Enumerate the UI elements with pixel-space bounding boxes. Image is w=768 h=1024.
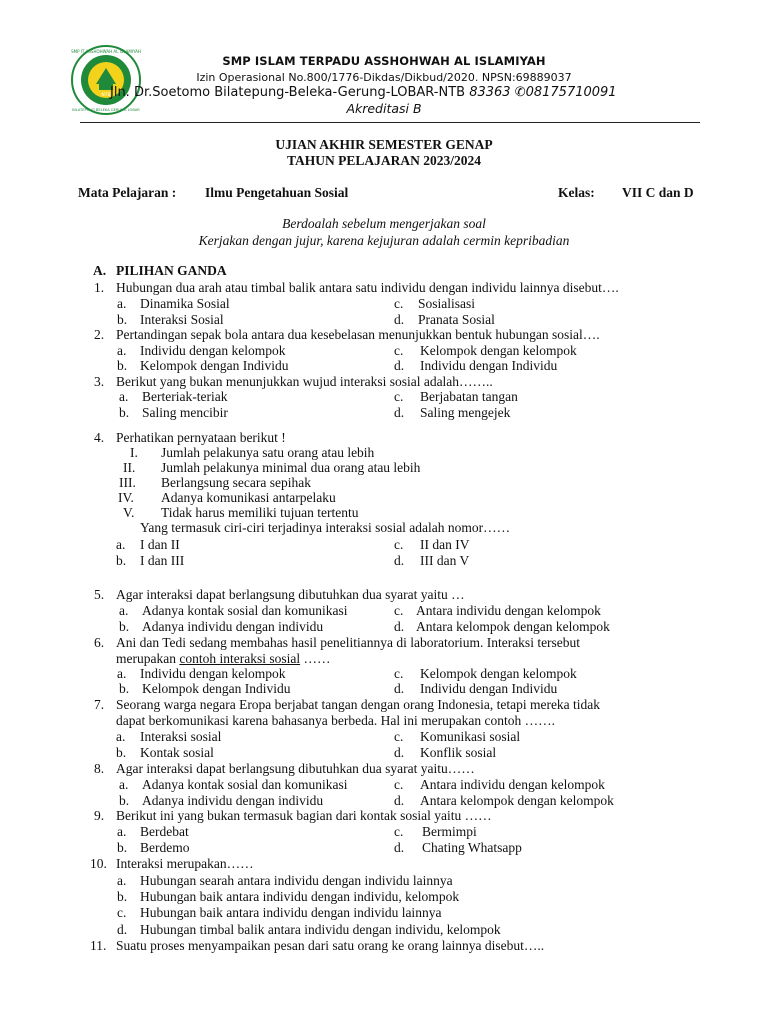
question-text: Suatu proses menyampaikan pesan dari satu orang ke orang lainnya disebut….. <box>116 938 545 953</box>
statement-item: Tidak harus memiliki tujuan tertentu <box>161 505 359 520</box>
question-text-continued: dapat berkomunikasi karena bahasanya berbeda. Hal ini merupakan contoh ……. <box>116 713 555 728</box>
underlined-term: contoh interaksi sosial <box>179 651 301 666</box>
question-text-continued <box>116 651 330 667</box>
option-letter: b. <box>119 619 130 634</box>
question-number: 11. <box>90 938 107 953</box>
statement-item: Jumlah pelakunya satu orang atau lebih <box>161 445 375 460</box>
option-d[interactable]: Saling mengejek <box>420 405 511 420</box>
option-b[interactable]: Saling mencibir <box>142 405 228 420</box>
option-letter: a. <box>117 343 127 358</box>
option-letter: b. <box>116 745 127 760</box>
option-letter: a. <box>119 777 129 792</box>
option-a[interactable]: Berteriak-teriak <box>142 389 228 404</box>
option-c[interactable]: Hubungan baik antara individu dengan individu lainnya <box>140 905 442 920</box>
question-text: Pertandingan sepak bola antara dua kesebelasan menunjukkan bentuk hubungan sosial…. <box>116 327 600 342</box>
option-letter: c. <box>394 777 404 792</box>
option-c[interactable]: Kelompok dengan kelompok <box>420 343 577 358</box>
question-text: Berikut ini yang bukan termasuk bagian dari kontak sosial yaitu …… <box>116 808 492 823</box>
option-d[interactable]: Individu dengan Individu <box>420 681 558 696</box>
option-letter: b. <box>117 358 128 373</box>
text-segment: …… <box>300 651 331 666</box>
license-info: Izin Operasional No.800/1776-Dikdas/Dikbud/2020. NPSN:69889037 <box>196 71 572 84</box>
instruction-pray: Berdoalah sebelum mengerjakan soal <box>282 216 486 231</box>
option-c[interactable]: Sosialisasi <box>418 296 476 311</box>
question-text: Seorang warga negara Eropa berjabat tangan dengan orang Indonesia, tetapi mereka tidak <box>116 697 601 712</box>
option-letter: d. <box>394 745 405 760</box>
option-letter: a. <box>119 389 129 404</box>
option-a[interactable]: Individu dengan kelompok <box>140 666 286 681</box>
logo-text-top: SMP IT ASSHOHWAH AL ISLAMIYAH <box>71 49 141 54</box>
question-number: 10. <box>90 856 107 871</box>
option-letter: c. <box>117 905 127 920</box>
option-letter: a. <box>117 296 127 311</box>
instruction-honesty: Kerjakan dengan jujur, karena kejujuran adalah cermin kepribadian <box>198 233 570 248</box>
option-d[interactable]: Pranata Sosial <box>418 312 495 327</box>
section-title: PILIHAN GANDA <box>116 263 227 278</box>
option-letter: d. <box>394 358 405 373</box>
question-text: Ani dan Tedi sedang membahas hasil penelitiannya di laboratorium. Interaksi tersebut <box>116 635 581 650</box>
subject-value: Ilmu Pengetahuan Sosial <box>205 185 349 200</box>
option-letter: c. <box>394 537 404 552</box>
option-letter: a. <box>117 873 127 888</box>
option-b[interactable]: I dan III <box>140 553 185 568</box>
option-a[interactable]: Dinamika Sosial <box>140 296 230 311</box>
question-text: Hubungan dua arah atau timbal balik antara satu individu dengan individu lainnya disebut…. <box>116 280 619 295</box>
option-b[interactable]: Kelompok dengan Individu <box>140 358 289 373</box>
address-text: Jln. Dr.Soetomo Bilatepung-Beleka-Gerung-LOBAR-NTB <box>110 85 466 100</box>
logo-text-bottom: BILATEPUNG BELEKA GERUNG LOBAR <box>72 108 140 112</box>
school-address <box>110 85 617 100</box>
option-c[interactable]: Berjabatan tangan <box>420 389 518 404</box>
option-c[interactable]: II dan IV <box>420 537 470 552</box>
option-letter: c. <box>394 666 404 681</box>
option-letter: c. <box>394 389 404 404</box>
question-text: Agar interaksi dapat berlangsung dibutuhkan dua syarat yaitu…… <box>116 761 475 776</box>
question-number: 5. <box>94 587 105 602</box>
option-b[interactable]: Hubungan baik antara individu dengan individu, kelompok <box>140 889 460 904</box>
option-b[interactable]: Berdemo <box>140 840 190 855</box>
question-prompt: Yang termasuk ciri-ciri terjadinya interaksi sosial adalah nomor…… <box>140 520 511 535</box>
option-letter: b. <box>117 889 128 904</box>
option-a[interactable]: Individu dengan kelompok <box>140 343 286 358</box>
option-letter: a. <box>116 729 126 744</box>
option-letter: b. <box>117 840 128 855</box>
option-c[interactable]: Antara individu dengan kelompok <box>416 603 601 618</box>
option-b[interactable]: Kontak sosial <box>140 745 214 760</box>
option-d[interactable]: Antara kelompok dengan kelompok <box>420 793 614 808</box>
option-b[interactable]: Adanya individu dengan individu <box>142 793 324 808</box>
option-d[interactable]: Chating Whatsapp <box>422 840 522 855</box>
option-d[interactable]: Antara kelompok dengan kelompok <box>416 619 610 634</box>
option-letter: a. <box>117 824 127 839</box>
question-number: 2. <box>94 327 105 342</box>
option-letter: a. <box>116 537 126 552</box>
option-letter: d. <box>394 793 405 808</box>
option-c[interactable]: Bermimpi <box>422 824 477 839</box>
option-letter: b. <box>119 793 130 808</box>
option-d[interactable]: Hubungan timbal balik antara individu dengan individu, kelompok <box>140 922 501 937</box>
option-a[interactable]: I dan II <box>140 537 180 552</box>
text-segment: merupakan <box>116 651 180 666</box>
accreditation: Akreditasi B <box>346 101 422 116</box>
option-d[interactable]: III dan V <box>420 553 470 568</box>
statement-item: Berlangsung secara sepihak <box>161 475 311 490</box>
option-a[interactable]: Adanya kontak sosial dan komunikasi <box>142 777 348 792</box>
statement-item: Adanya komunikasi antarpelaku <box>161 490 336 505</box>
question-number: 3. <box>94 374 105 389</box>
option-letter: c. <box>394 343 404 358</box>
option-letter: c. <box>394 603 404 618</box>
option-a[interactable]: Hubungan searah antara individu dengan individu lainnya <box>140 873 453 888</box>
option-letter: c. <box>394 729 404 744</box>
logo-text-center: NTB <box>101 93 111 98</box>
question-text: Perhatikan pernyataan berikut ! <box>116 430 286 445</box>
option-letter: a. <box>117 666 127 681</box>
roman-numeral: II. <box>123 460 136 475</box>
class-label: Kelas: <box>558 185 595 200</box>
question-number: 9. <box>94 808 105 823</box>
option-letter: b. <box>116 553 127 568</box>
class-value: VII C dan D <box>622 185 694 200</box>
question-number: 7. <box>94 697 105 712</box>
question-text: Interaksi merupakan…… <box>116 856 254 871</box>
question-number: 1. <box>94 280 105 295</box>
option-d[interactable]: Konflik sosial <box>420 745 497 760</box>
option-letter: b. <box>117 312 128 327</box>
statement-item: Jumlah pelakunya minimal dua orang atau lebih <box>161 460 421 475</box>
option-letter: b. <box>119 681 130 696</box>
option-letter: b. <box>119 405 130 420</box>
option-letter: d. <box>394 405 405 420</box>
option-c[interactable]: Antara individu dengan kelompok <box>420 777 605 792</box>
option-letter: c. <box>394 296 404 311</box>
option-letter: d. <box>394 681 405 696</box>
option-b[interactable]: Interaksi Sosial <box>140 312 224 327</box>
roman-numeral: V. <box>123 505 135 520</box>
subject-label: Mata Pelajaran : <box>78 185 177 200</box>
question-text: Berikut yang bukan menunjukkan wujud interaksi sosial adalah…….. <box>116 374 493 389</box>
option-letter: d. <box>394 312 405 327</box>
option-letter: c. <box>394 824 404 839</box>
roman-numeral: IV. <box>118 490 134 505</box>
option-letter: d. <box>394 619 405 634</box>
option-d[interactable]: Individu dengan Individu <box>420 358 558 373</box>
option-a[interactable]: Adanya kontak sosial dan komunikasi <box>142 603 348 618</box>
roman-numeral: III. <box>119 475 136 490</box>
option-c[interactable]: Kelompok dengan kelompok <box>420 666 577 681</box>
header-divider <box>80 122 700 123</box>
phone-text: 83363 ✆08175710091 <box>469 85 617 100</box>
option-a[interactable]: Interaksi sosial <box>140 729 222 744</box>
exam-title: UJIAN AKHIR SEMESTER GENAP <box>275 137 493 152</box>
option-b[interactable]: Kelompok dengan Individu <box>142 681 291 696</box>
option-c[interactable]: Komunikasi sosial <box>420 729 521 744</box>
option-letter: d. <box>394 553 405 568</box>
question-number: 4. <box>94 430 105 445</box>
school-name: SMP ISLAM TERPADU ASSHOHWAH AL ISLAMIYAH <box>222 54 546 68</box>
option-b[interactable]: Adanya individu dengan individu <box>142 619 324 634</box>
question-number: 6. <box>94 635 105 650</box>
exam-year: TAHUN PELAJARAN 2023/2024 <box>286 153 481 168</box>
option-letter: a. <box>119 603 129 618</box>
section-label: A. <box>93 263 107 278</box>
roman-numeral: I. <box>130 445 138 460</box>
question-text: Agar interaksi dapat berlangsung dibutuhkan dua syarat yaitu … <box>116 587 465 602</box>
option-letter: d. <box>394 840 405 855</box>
question-number: 8. <box>94 761 105 776</box>
option-a[interactable]: Berdebat <box>140 824 189 839</box>
option-letter: d. <box>117 922 128 937</box>
